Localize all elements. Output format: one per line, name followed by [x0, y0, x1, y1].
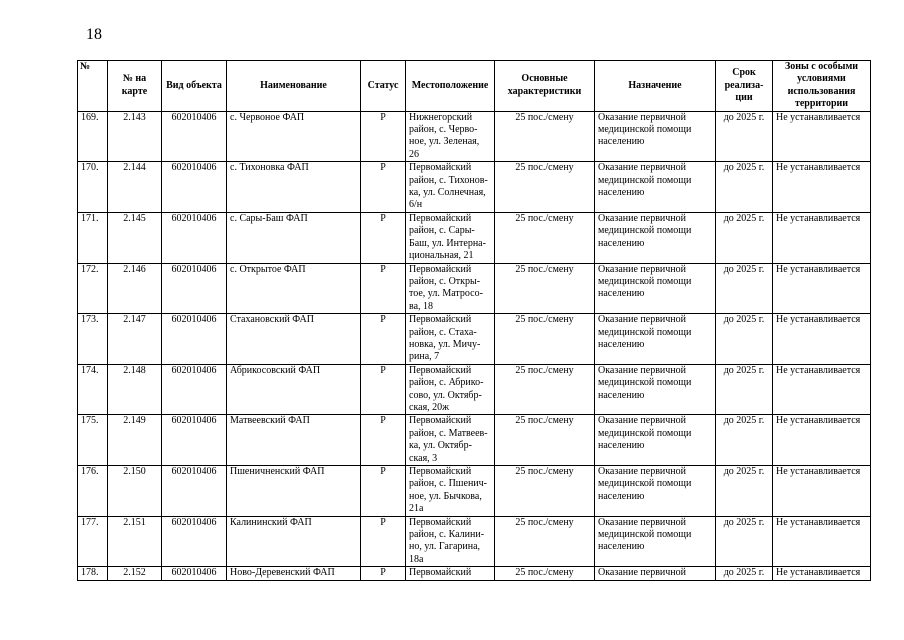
cell-purpose: Оказание первичной медицинской помощи населению — [595, 364, 716, 415]
cell-num: 174. — [78, 364, 108, 415]
cell-status: Р — [361, 466, 406, 517]
cell-location: Первомайский район, с. Абрико- сово, ул. Октябр- ская, 20ж — [406, 364, 495, 415]
cell-num: 178. — [78, 567, 108, 580]
cell-status: Р — [361, 263, 406, 314]
cell-num: 169. — [78, 111, 108, 162]
table-row — [78, 111, 871, 162]
cell-purpose: Оказание первичной медицинской помощи населению — [595, 415, 716, 466]
table-row — [78, 364, 871, 415]
cell-zones: Не устанавливается — [773, 567, 871, 580]
table-header — [78, 61, 871, 112]
cell-zones: Не устанавливается — [773, 516, 871, 567]
cell-map-num: 2.143 — [108, 111, 162, 162]
header-name: Наименование — [227, 61, 361, 112]
cell-map-num: 2.147 — [108, 314, 162, 365]
table-row — [78, 516, 871, 567]
cell-status: Р — [361, 314, 406, 365]
cell-name: Матвеевский ФАП — [227, 415, 361, 466]
page-number: 18 — [86, 26, 102, 43]
cell-purpose: Оказание первичной — [595, 567, 716, 580]
cell-num: 173. — [78, 314, 108, 365]
cell-object-type: 602010406 — [162, 364, 227, 415]
cell-location: Первомайский район, с. Тихонов- ка, ул. Солнечная, 6/н — [406, 162, 495, 213]
cell-map-num: 2.146 — [108, 263, 162, 314]
header-object-type: Вид объекта — [162, 61, 227, 112]
cell-num: 170. — [78, 162, 108, 213]
cell-map-num: 2.144 — [108, 162, 162, 213]
cell-characteristics: 25 пос./смену — [495, 364, 595, 415]
cell-name: с. Тихоновка ФАП — [227, 162, 361, 213]
table-row — [78, 415, 871, 466]
cell-purpose: Оказание первичной медицинской помощи населению — [595, 263, 716, 314]
cell-location: Первомайский район, с. Стаха- новка, ул. Мичу- рина, 7 — [406, 314, 495, 365]
cell-status: Р — [361, 162, 406, 213]
cell-characteristics: 25 пос./смену — [495, 516, 595, 567]
cell-location: Нижнегорский район, с. Черво- ное, ул. Зеленая, 26 — [406, 111, 495, 162]
cell-purpose: Оказание первичной медицинской помощи населению — [595, 111, 716, 162]
table-row — [78, 314, 871, 365]
cell-location: Первомайский — [406, 567, 495, 580]
cell-status: Р — [361, 415, 406, 466]
header-status: Статус — [361, 61, 406, 112]
cell-characteristics: 25 пос./смену — [495, 263, 595, 314]
cell-object-type: 602010406 — [162, 212, 227, 263]
facilities-table — [77, 60, 871, 581]
cell-term: до 2025 г. — [716, 364, 773, 415]
cell-location: Первомайский район, с. Матвеев- ка, ул. Октябр- ская, 3 — [406, 415, 495, 466]
cell-characteristics: 25 пос./смену — [495, 111, 595, 162]
cell-name: с. Червоное ФАП — [227, 111, 361, 162]
cell-term: до 2025 г. — [716, 212, 773, 263]
cell-purpose: Оказание первичной медицинской помощи населению — [595, 212, 716, 263]
cell-status: Р — [361, 212, 406, 263]
cell-term: до 2025 г. — [716, 263, 773, 314]
header-purpose: Назначение — [595, 61, 716, 112]
cell-name: Пшеничненский ФАП — [227, 466, 361, 517]
cell-num: 175. — [78, 415, 108, 466]
cell-zones: Не устанавливается — [773, 466, 871, 517]
cell-zones: Не устанавливается — [773, 162, 871, 213]
cell-object-type: 602010406 — [162, 111, 227, 162]
header-term: Срок реализа-ции — [716, 61, 773, 112]
header-map-num: № на карте — [108, 61, 162, 112]
cell-zones: Не устанавливается — [773, 111, 871, 162]
cell-characteristics: 25 пос./смену — [495, 314, 595, 365]
cell-zones: Не устанавливается — [773, 415, 871, 466]
cell-object-type: 602010406 — [162, 516, 227, 567]
cell-status: Р — [361, 516, 406, 567]
cell-characteristics: 25 пос./смену — [495, 212, 595, 263]
cell-status: Р — [361, 567, 406, 580]
cell-term: до 2025 г. — [716, 415, 773, 466]
cell-location: Первомайский район, с. Откры- тое, ул. Матросо- ва, 18 — [406, 263, 495, 314]
header-num: № — [78, 61, 108, 112]
cell-status: Р — [361, 364, 406, 415]
cell-status: Р — [361, 111, 406, 162]
cell-map-num: 2.149 — [108, 415, 162, 466]
cell-location: Первомайский район, с. Пшенич- ное, ул. Бычкова, 21а — [406, 466, 495, 517]
table-row — [78, 567, 871, 580]
cell-num: 171. — [78, 212, 108, 263]
cell-object-type: 602010406 — [162, 162, 227, 213]
table-body — [78, 111, 871, 580]
header-characteristics: Основные характеристики — [495, 61, 595, 112]
cell-purpose: Оказание первичной медицинской помощи населению — [595, 466, 716, 517]
table-row — [78, 263, 871, 314]
table-row — [78, 212, 871, 263]
cell-term: до 2025 г. — [716, 516, 773, 567]
cell-characteristics: 25 пос./смену — [495, 415, 595, 466]
cell-characteristics: 25 пос./смену — [495, 567, 595, 580]
cell-term: до 2025 г. — [716, 162, 773, 213]
cell-term: до 2025 г. — [716, 314, 773, 365]
cell-zones: Не устанавливается — [773, 212, 871, 263]
cell-map-num: 2.148 — [108, 364, 162, 415]
cell-name: с. Сары-Баш ФАП — [227, 212, 361, 263]
cell-map-num: 2.152 — [108, 567, 162, 580]
header-location: Местоположение — [406, 61, 495, 112]
cell-term: до 2025 г. — [716, 466, 773, 517]
cell-name: Ново-Деревенский ФАП — [227, 567, 361, 580]
table-row — [78, 162, 871, 213]
cell-object-type: 602010406 — [162, 415, 227, 466]
cell-term: до 2025 г. — [716, 567, 773, 580]
cell-name: Абрикосовский ФАП — [227, 364, 361, 415]
cell-location: Первомайский район, с. Сары- Баш, ул. Интерна- циональная, 21 — [406, 212, 495, 263]
cell-zones: Не устанавливается — [773, 263, 871, 314]
cell-term: до 2025 г. — [716, 111, 773, 162]
cell-zones: Не устанавливается — [773, 364, 871, 415]
cell-object-type: 602010406 — [162, 567, 227, 580]
cell-zones: Не устанавливается — [773, 314, 871, 365]
cell-object-type: 602010406 — [162, 466, 227, 517]
cell-purpose: Оказание первичной медицинской помощи населению — [595, 516, 716, 567]
cell-purpose: Оказание первичной медицинской помощи населению — [595, 314, 716, 365]
cell-characteristics: 25 пос./смену — [495, 162, 595, 213]
header-zones: Зоны с особыми условиями использования территории — [773, 61, 871, 112]
cell-object-type: 602010406 — [162, 314, 227, 365]
table-row — [78, 466, 871, 517]
cell-object-type: 602010406 — [162, 263, 227, 314]
cell-num: 172. — [78, 263, 108, 314]
cell-num: 177. — [78, 516, 108, 567]
cell-characteristics: 25 пос./смену — [495, 466, 595, 517]
cell-map-num: 2.150 — [108, 466, 162, 517]
cell-name: с. Открытое ФАП — [227, 263, 361, 314]
cell-purpose: Оказание первичной медицинской помощи населению — [595, 162, 716, 213]
cell-name: Стахановский ФАП — [227, 314, 361, 365]
cell-map-num: 2.145 — [108, 212, 162, 263]
cell-num: 176. — [78, 466, 108, 517]
cell-location: Первомайский район, с. Калини- но, ул. Гагарина, 18а — [406, 516, 495, 567]
cell-name: Калининский ФАП — [227, 516, 361, 567]
cell-map-num: 2.151 — [108, 516, 162, 567]
